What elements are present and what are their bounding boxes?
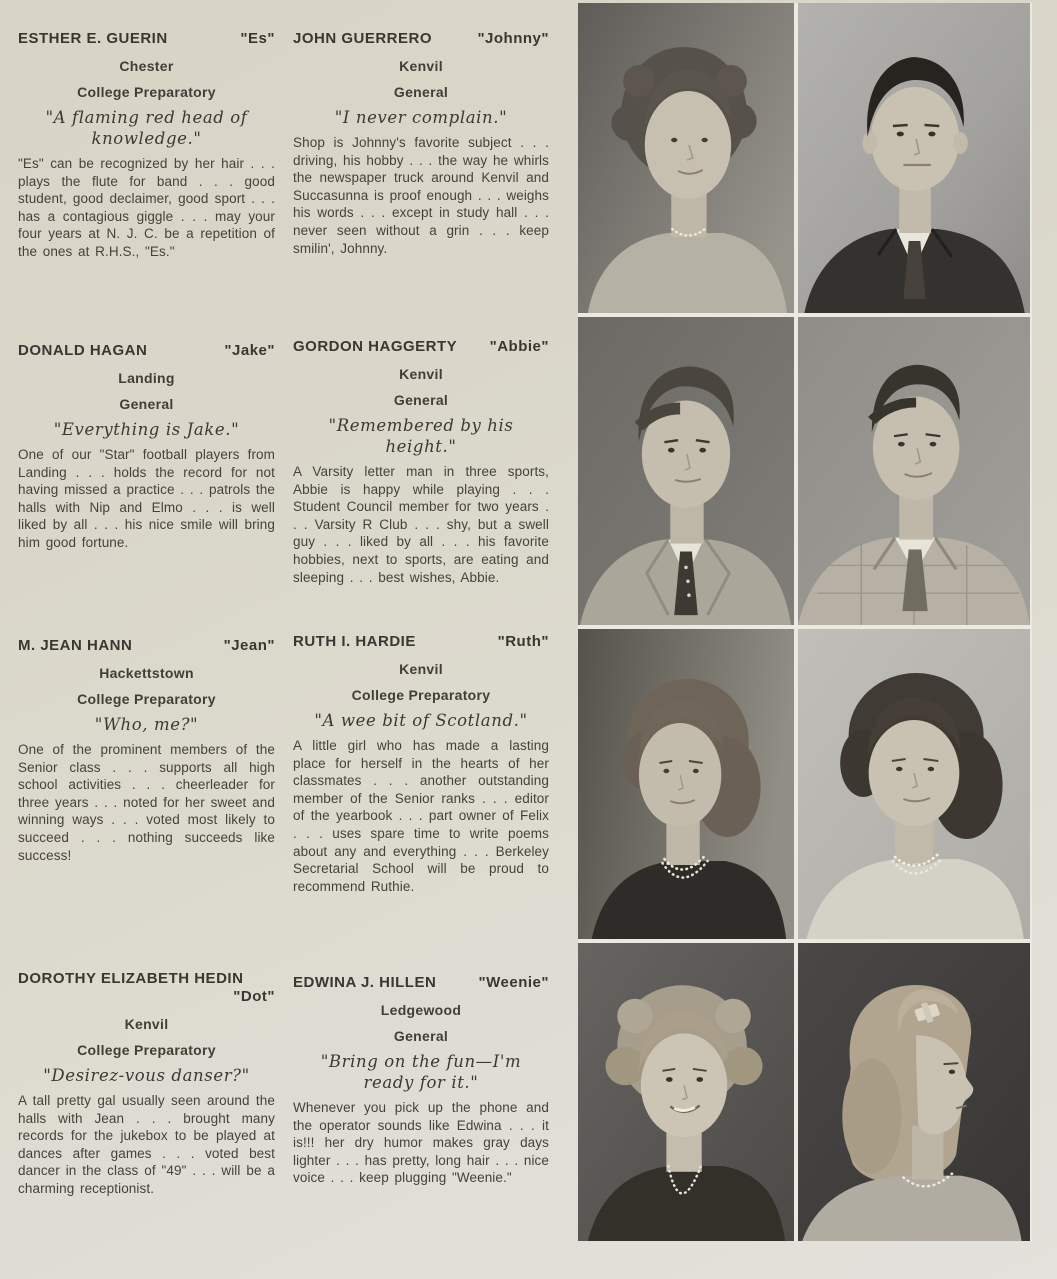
student-entry-edwina-hillen [293,974,549,1187]
student-name-row [293,633,549,651]
student-quote [293,1051,549,1093]
student-nickname: "Johnny" [477,30,549,47]
student-entry-john-guerrero [293,30,549,257]
student-name-row [293,974,549,992]
student-bio: Shop is Johnny's favorite subject . . . driving, his hobby . . . the way he whirls the newspaper truck around Kenvil and Succasunna is proof enough . . . weighs his words . . . except in study hall . . . never seen without a grin . . . keep smilin', Johnny. [293,135,549,256]
student-name: GORDON HAGGERTY [293,338,458,355]
student-quote-line1: "Who, me?" [94,715,199,734]
student-name: DONALD HAGAN [18,342,148,359]
portrait-photo-dorothy-hedin [578,943,794,1241]
student-quote [18,714,275,735]
portrait-photo-gordon-haggerty [798,317,1030,625]
student-quote [293,107,549,128]
student-course: General [393,84,449,100]
student-name: RUTH I. HARDIE [293,633,416,650]
student-hometown: Kenvil [124,1016,169,1032]
student-nickname: "Jean" [223,637,275,654]
student-bio: One of the prominent members of the Senior class . . . supports all high school activities . . . cheerleader for three years . . . noted for her sweet and winning ways . . . voted most likely to succeed . . . nothing succeeds like success! [18,742,275,863]
student-bio: One of our "Star" football players from Landing . . . holds the record for not having missed a practice . . . patrols the halls with Nip and Elmo . . . is well liked by all . . . his nice smile will bring him good fortune. [18,447,275,550]
student-name: DOROTHY ELIZABETH HEDIN [18,970,244,987]
student-quote-line1: "Remembered by his height." [328,416,514,456]
portrait-illustration-woman-light-sweater [798,629,1030,939]
portrait-photo-john-guerrero [798,3,1030,313]
student-name-row [18,970,275,1006]
student-name: JOHN GUERRERO [293,30,433,47]
student-bio: "Es" can be recognized by her hair . . . plays the flute for band . . . good student, good declaimer, good sport . . . has a contagious giggle . . . may your four years at N. J. C. be a repetition of the ones at R.H.S., "Es." [18,156,275,259]
student-nickname: "Dot" [233,988,275,1005]
student-quote [293,710,549,731]
student-quote-line2: ready for it." [363,1073,479,1092]
student-hometown: Ledgewood [380,1002,462,1018]
student-quote [293,415,549,457]
portrait-illustration-man-plaid-suit [798,317,1030,625]
student-course: General [119,396,174,412]
student-name-row [18,342,275,360]
student-hometown: Hackettstown [99,665,194,681]
student-nickname: "Weenie" [478,974,549,991]
student-bio: A little girl who has made a lasting place for herself in the hearts of her classmates . . . another outstanding member of the Senior ranks . . . editor of the yearbook . . . part owner of Felix . . . uses spare time to write poems about any and everything . . . Berkeley Secretarial School will be proud to recommend Ruthie. [293,738,549,894]
portrait-photo-ruth-hardie [798,629,1030,939]
portrait-illustration-man-dark-suit [798,3,1030,313]
student-course: General [393,1028,449,1044]
student-course: College Preparatory [77,84,216,100]
student-hometown: Kenvil [399,661,443,677]
portrait-photo-donald-hagan [578,317,794,625]
student-nickname: "Es" [240,30,275,47]
student-quote-line1: "A flaming red head of [45,108,248,127]
student-quote-line1: "Everything is Jake." [53,420,240,439]
student-name: EDWINA J. HILLEN [293,974,437,991]
student-name-row [18,30,275,48]
student-hometown: Chester [119,58,174,74]
student-bio: A Varsity letter man in three sports, Abbie is happy while playing . . . Student Council member for two years . . . Varsity R Club . . . shy, but a swell guy . . . liked by all . . . his favorite hobbies, next to sports, are eating and sleeping . . . best wishes, Abbie. [293,464,549,585]
student-quote-line1: "A wee bit of Scotland." [314,711,528,730]
student-entry-ruth-hardie [293,633,549,895]
student-quote-line1: "I never complain." [334,108,508,127]
student-name: ESTHER E. GUERIN [18,30,168,47]
student-quote-line1: "Bring on the fun—I'm [320,1052,522,1071]
student-entry-gordon-haggerty [293,338,549,586]
student-entry-jean-hann [18,637,275,864]
student-quote [18,107,275,149]
student-bio: Whenever you pick up the phone and the operator sounds like Edwina . . . it is!!! her dry humor makes gray days lighter . . . has pretty, long hair . . . nice voice . . . keep plugging "Weenie." [293,1100,550,1186]
student-quote [18,1065,275,1086]
student-course: General [393,392,449,408]
student-name-row [293,30,549,48]
student-name-row [293,338,549,356]
portrait-illustration-woman-dark-top [578,629,794,939]
student-entry-dorothy-hedin [18,970,275,1198]
student-entry-esther-guerin [18,30,275,261]
student-hometown: Kenvil [399,58,443,74]
portrait-photo-esther-guerin [578,3,794,313]
student-quote [18,419,275,440]
portrait-photo-jean-hann [578,629,794,939]
portrait-illustration-woman-curly-bob [578,3,794,313]
student-name-row [18,637,275,655]
student-nickname: "Abbie" [489,338,549,355]
student-course: College Preparatory [77,691,216,707]
student-nickname: "Jake" [224,342,275,359]
portrait-photo-edwina-hillen [798,943,1030,1241]
portrait-illustration-man-light-suit [578,317,794,625]
student-quote-line1: "Desirez-vous danser?" [43,1066,250,1085]
student-hometown: Kenvil [399,366,443,382]
student-course: College Preparatory [351,687,491,703]
student-quote-line2: knowledge." [91,129,202,148]
student-nickname: "Ruth" [497,633,549,650]
student-entry-donald-hagan [18,342,275,552]
portrait-illustration-woman-smiling [578,943,794,1241]
portrait-grid [578,3,1032,1241]
student-course: College Preparatory [77,1042,216,1058]
student-name: M. JEAN HANN [18,637,133,654]
student-bio: A tall pretty gal usually seen around the halls with Jean . . . brought many records for the jukebox to be played at dances after games . . . voted best dancer in the class of "49" . . . will be a charming receptionist. [18,1093,275,1196]
student-hometown: Landing [118,370,175,386]
portrait-illustration-woman-profile-ribbon [798,943,1030,1241]
